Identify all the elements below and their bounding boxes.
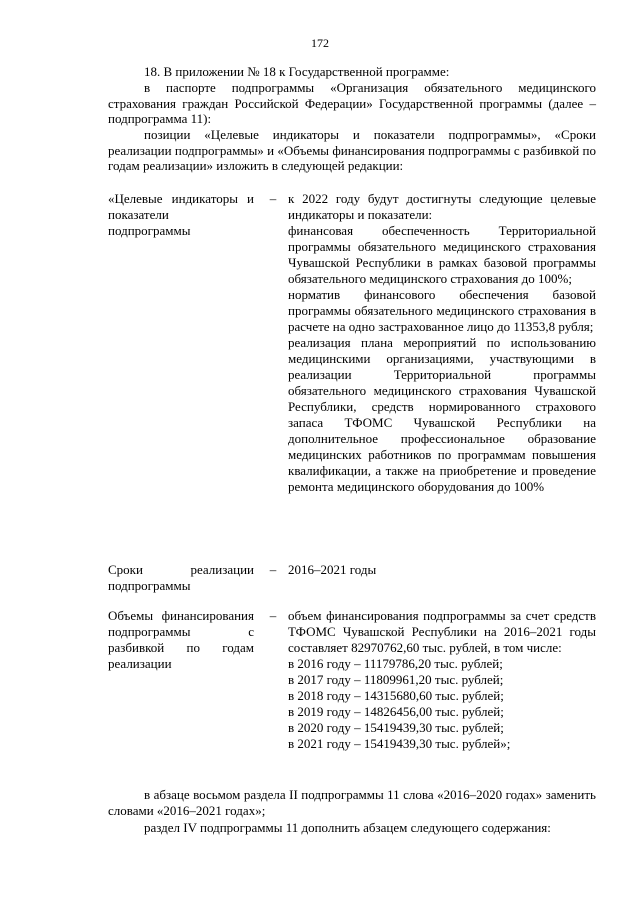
row-1-dash: – xyxy=(269,191,277,206)
outro-paragraph-1: в абзаце восьмом раздела II подпрограммы 11 слова «2016–2020 годах» заменить словами «2016–2021 годах»; xyxy=(108,787,596,818)
row-1-value-line-3: норматив финансового обеспечения базовой программы обязательного медицинского страхования в расчете на одно застрахованное лицо до 11353,8 рубля; xyxy=(288,287,596,334)
row-3-value xyxy=(288,608,596,752)
year-2016-line: в 2016 году – 11179786,20 тыс. рублей; xyxy=(288,656,503,671)
year-2021-line: в 2021 году – 15419439,30 тыс. рублей»; xyxy=(288,736,511,751)
row-3-dash: – xyxy=(269,608,277,623)
row-1-value-line-2: финансовая обеспеченность Территориальной программы обязательного медицинского страхования Чувашской Республики в рамках базовой программы обязательного медицинского страхования до 100%; xyxy=(288,223,596,286)
row-1-value-line-1: к 2022 году будут достигнуты следующие целевые индикаторы и показатели: xyxy=(288,191,596,222)
row-2-label: Сроки реализации подпрограммы xyxy=(108,562,254,593)
intro-paragraph-1: в паспорте подпрограммы «Организация обязательного медицинского страхования граждан Российской Федерации» Государственной программы (далее – подпрограмма 11): xyxy=(108,80,596,126)
year-2019-line: в 2019 году – 14826456,00 тыс. рублей; xyxy=(288,704,504,719)
outro-paragraph-2: раздел IV подпрограммы 11 дополнить абзацем следующего содержания: xyxy=(144,820,551,835)
row-3-value-line-1: объем финансирования подпрограммы за счет средств ТФОМС Чувашской Республики на 2016–2021 годы составляет 82970762,60 тыс. рублей, в том числе: xyxy=(288,608,596,655)
year-2017-line: в 2017 году – 11809961,20 тыс. рублей; xyxy=(288,672,504,687)
year-2018-line: в 2018 году – 14315680,60 тыс. рублей; xyxy=(288,688,504,703)
year-2020-line: в 2020 году – 15419439,30 тыс. рублей; xyxy=(288,720,504,735)
item-18-heading: 18. В приложении № 18 к Государственной программе: xyxy=(144,64,450,79)
row-1-value-line-4: реализация плана мероприятий по использованию медицинскими организациями, участвующими в реализации Территориальной программы обязательного медицинского страхования Чувашской Республики, средств нормированного страхового запаса ТФОМС Чувашской Республики на дополнительное профессиональное образование медицинских работников по программам повышения квалификации, а также на приобретение и проведение ремонта медицинского оборудования до 100% xyxy=(288,335,596,494)
row-1-value xyxy=(288,191,596,495)
intro-paragraph-2: позиции «Целевые индикаторы и показатели подпрограммы», «Сроки реализации подпрограммы» и «Объемы финансирования подпрограммы с разбивкой по годам реализации» изложить в следующей редакции: xyxy=(108,127,596,173)
row-1-label: «Целевые индикаторы и показатели подпрограммы xyxy=(108,191,254,238)
row-2-dash: – xyxy=(269,562,277,577)
row-2-value xyxy=(288,562,596,578)
row-2-value-line-1: 2016–2021 годы xyxy=(288,562,377,577)
row-3-label: Объемы финансирования подпрограммы с разбивкой по годам реализации xyxy=(108,608,254,671)
page-number: 172 xyxy=(311,36,329,50)
